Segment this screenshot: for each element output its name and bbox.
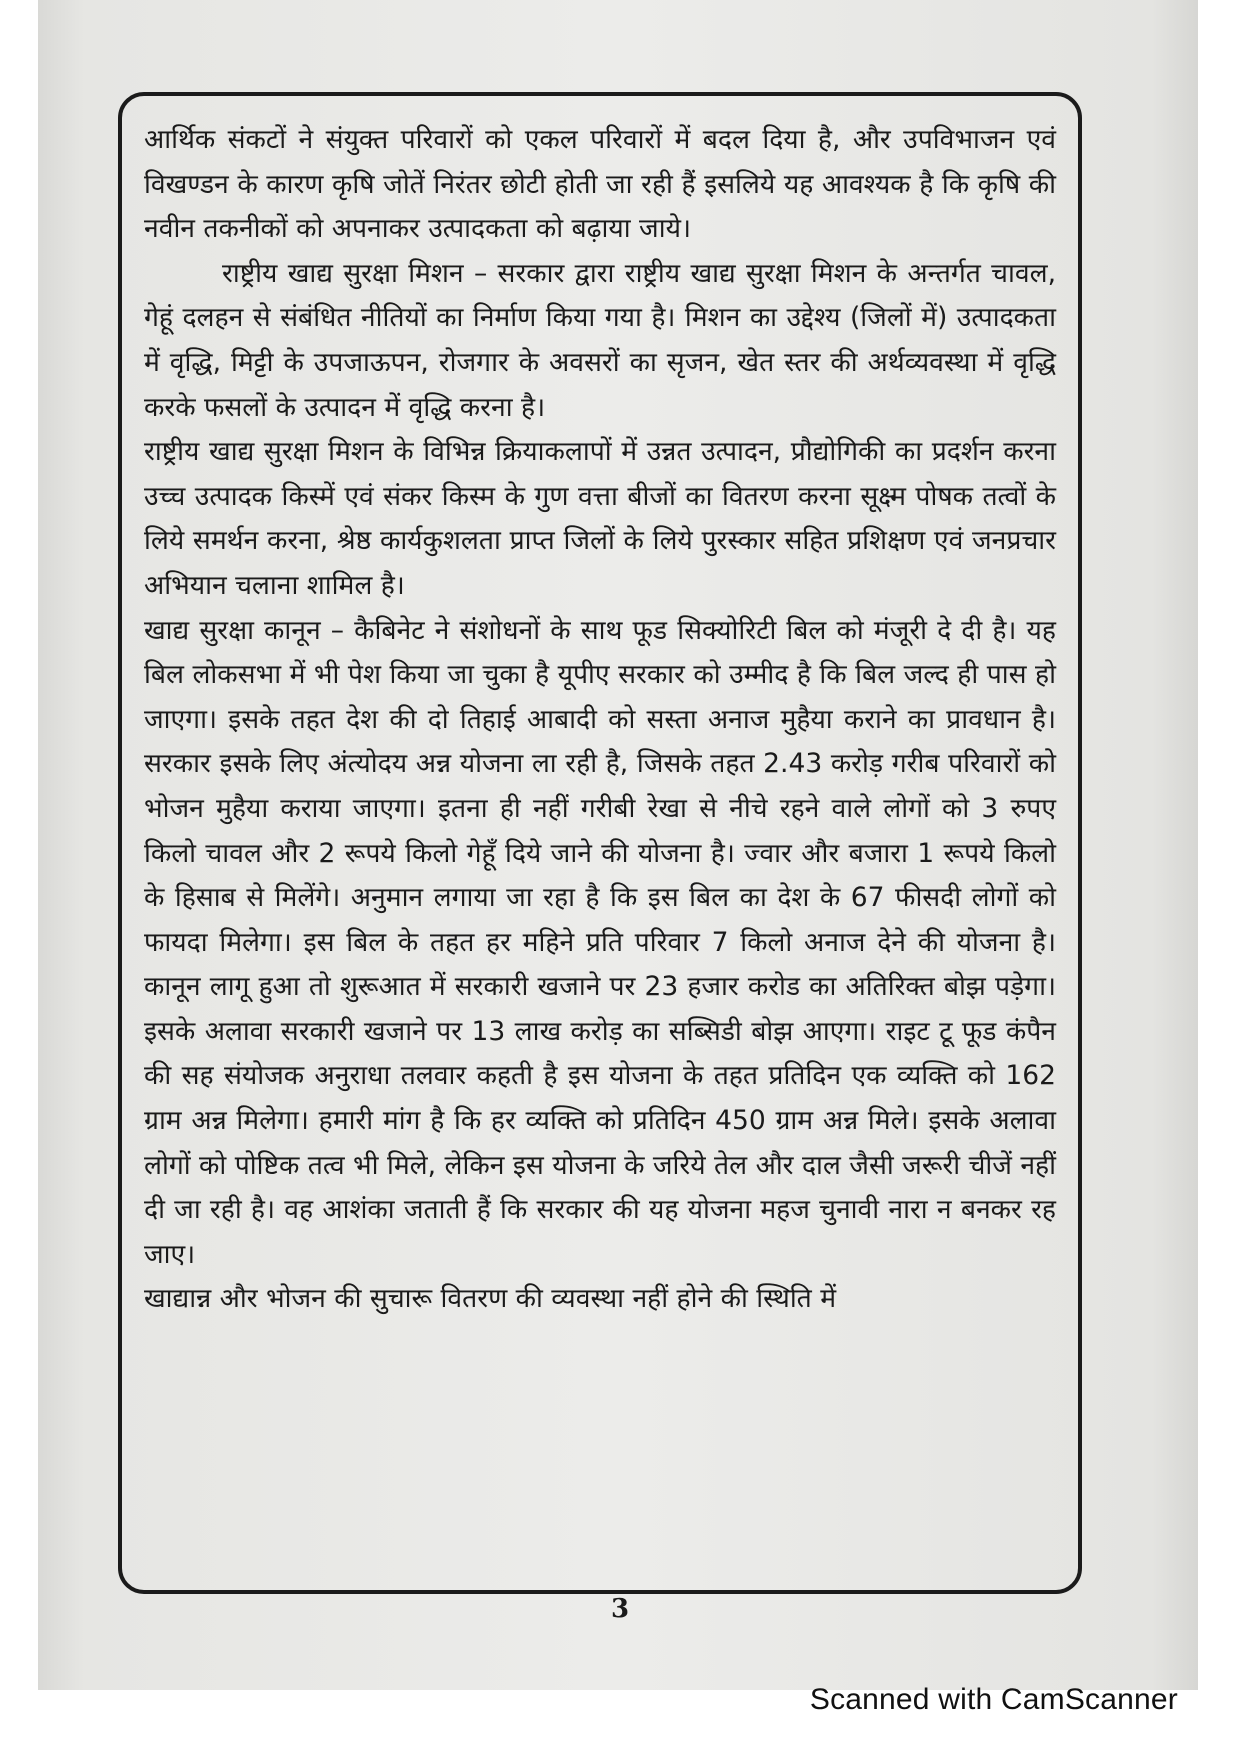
paragraph-mission-activities: राष्ट्रीय खाद्य सुरक्षा मिशन के विभिन्न क्रियाकलापों में उन्नत उत्पादन, प्रौद्योगिकी का प्रदर्शन करना उच्च उत्पादक किस्में एवं संकर किस्म के गुण वत्ता बीजों का वितरण करना सूक्ष्म पोषक तत्वों के लिये समर्थन करना, श्रेष्ठ कार्यकुशलता प्राप्त जिलों के लिये पुरस्कार सहित प्रशिक्षण एवं जनप्रचार अभियान चलाना शामिल है। [144, 436, 1056, 601]
paragraph-food-security-mission: राष्ट्रीय खाद्य सुरक्षा मिशन – सरकार द्वारा राष्ट्रीय खाद्य सुरक्षा मिशन के अन्तर्गत चावल, गेहूं दलहन से संबंधित नीतियों का निर्माण किया गया है। मिशन का उद्देश्य (जिलों में) उत्पादकता में वृद्धि, मिट्टी के उपजाऊपन, रोजगार के अवसरों का सृजन, खेत स्तर की अर्थव्यवस्था में वृद्धि करके फसलों के उत्पादन में वृद्धि करना है। [144, 257, 1056, 423]
camscanner-watermark: Scanned with CamScanner [809, 1683, 1178, 1716]
paragraph-economic-crisis: आर्थिक संकटों ने संयुक्त परिवारों को एकल परिवारों में बदल दिया है, और उपविभाजन एवं विखण्डन के कारण कृषि जोतें निरंतर छोटी होती जा रही हैं इसलिये यह आवश्यक है कि कृषि की नवीन तकनीकों को अपनाकर उत्पादकता को बढ़ाया जाये। [144, 124, 1056, 245]
paragraph-food-security-law: खाद्य सुरक्षा कानून – कैबिनेट ने संशोधनों के साथ फूड सिक्योरिटी बिल को मंजूरी दे दी है। यह बिल लोकसभा में भी पेश किया जा चुका है यूपीए सरकार को उम्मीद है कि बिल जल्द ही पास हो जाएगा। इसके तहत देश की दो तिहाई आबादी को सस्ता अनाज मुहैया कराने का प्रावधान है। सरकार इसके लिए अंत्योदय अन्न योजना ला रही है, जिसके तहत 2.43 करोड़ गरीब परिवारों को भोजन मुहैया कराया जाएगा। इतना ही नहीं गरीबी रेखा से नीचे रहने वाले लोगों को 3 रुपए किलो चावल और 2 रूपये किलो गेहूँ दिये जाने की योजना है। ज्वार और बजारा 1 रूपये किलो के हिसाब से मिलेंगे। अनुमान लगाया जा रहा है कि इस बिल का देश के 67 फीसदी लोगों को फायदा मिलेगा। इस बिल के तहत हर महिने प्रति परिवार 7 किलो अनाज देने की योजना है। कानून लागू हुआ तो शुरूआत में सरकारी खजाने पर 23 हजार करोड का अतिरिक्त बोझ पड़ेगा। इसके अलावा सरकारी खजाने पर 13 लाख करोड़ का सब्सिडी बोझ आएगा। राइट टू फूड कंपैन की सह संयोजक अनुराधा तलवार कहती है इस योजना के तहत प्रतिदिन एक व्यक्ति को 162 ग्राम अन्न मिलेगा। हमारी मांग है कि हर व्यक्ति को प्रतिदिन 450 ग्राम अन्न मिले। इसके अलावा लोगों को पोष्टिक तत्व भी मिले, लेकिन इस योजना के जरिये तेल और दाल जैसी जरूरी चीजें नहीं दी जा रही है। वह आशंका जताती हैं कि सरकार की यह योजना महज चुनावी नारा न बनकर रह जाए। [144, 614, 1056, 1270]
paragraph-distribution: खाद्यान्न और भोजन की सुचारू वितरण की व्यवस्था नहीं होने की स्थिति में [144, 1283, 837, 1315]
page-number: 3 [610, 1594, 630, 1624]
text-frame [118, 92, 1082, 1594]
